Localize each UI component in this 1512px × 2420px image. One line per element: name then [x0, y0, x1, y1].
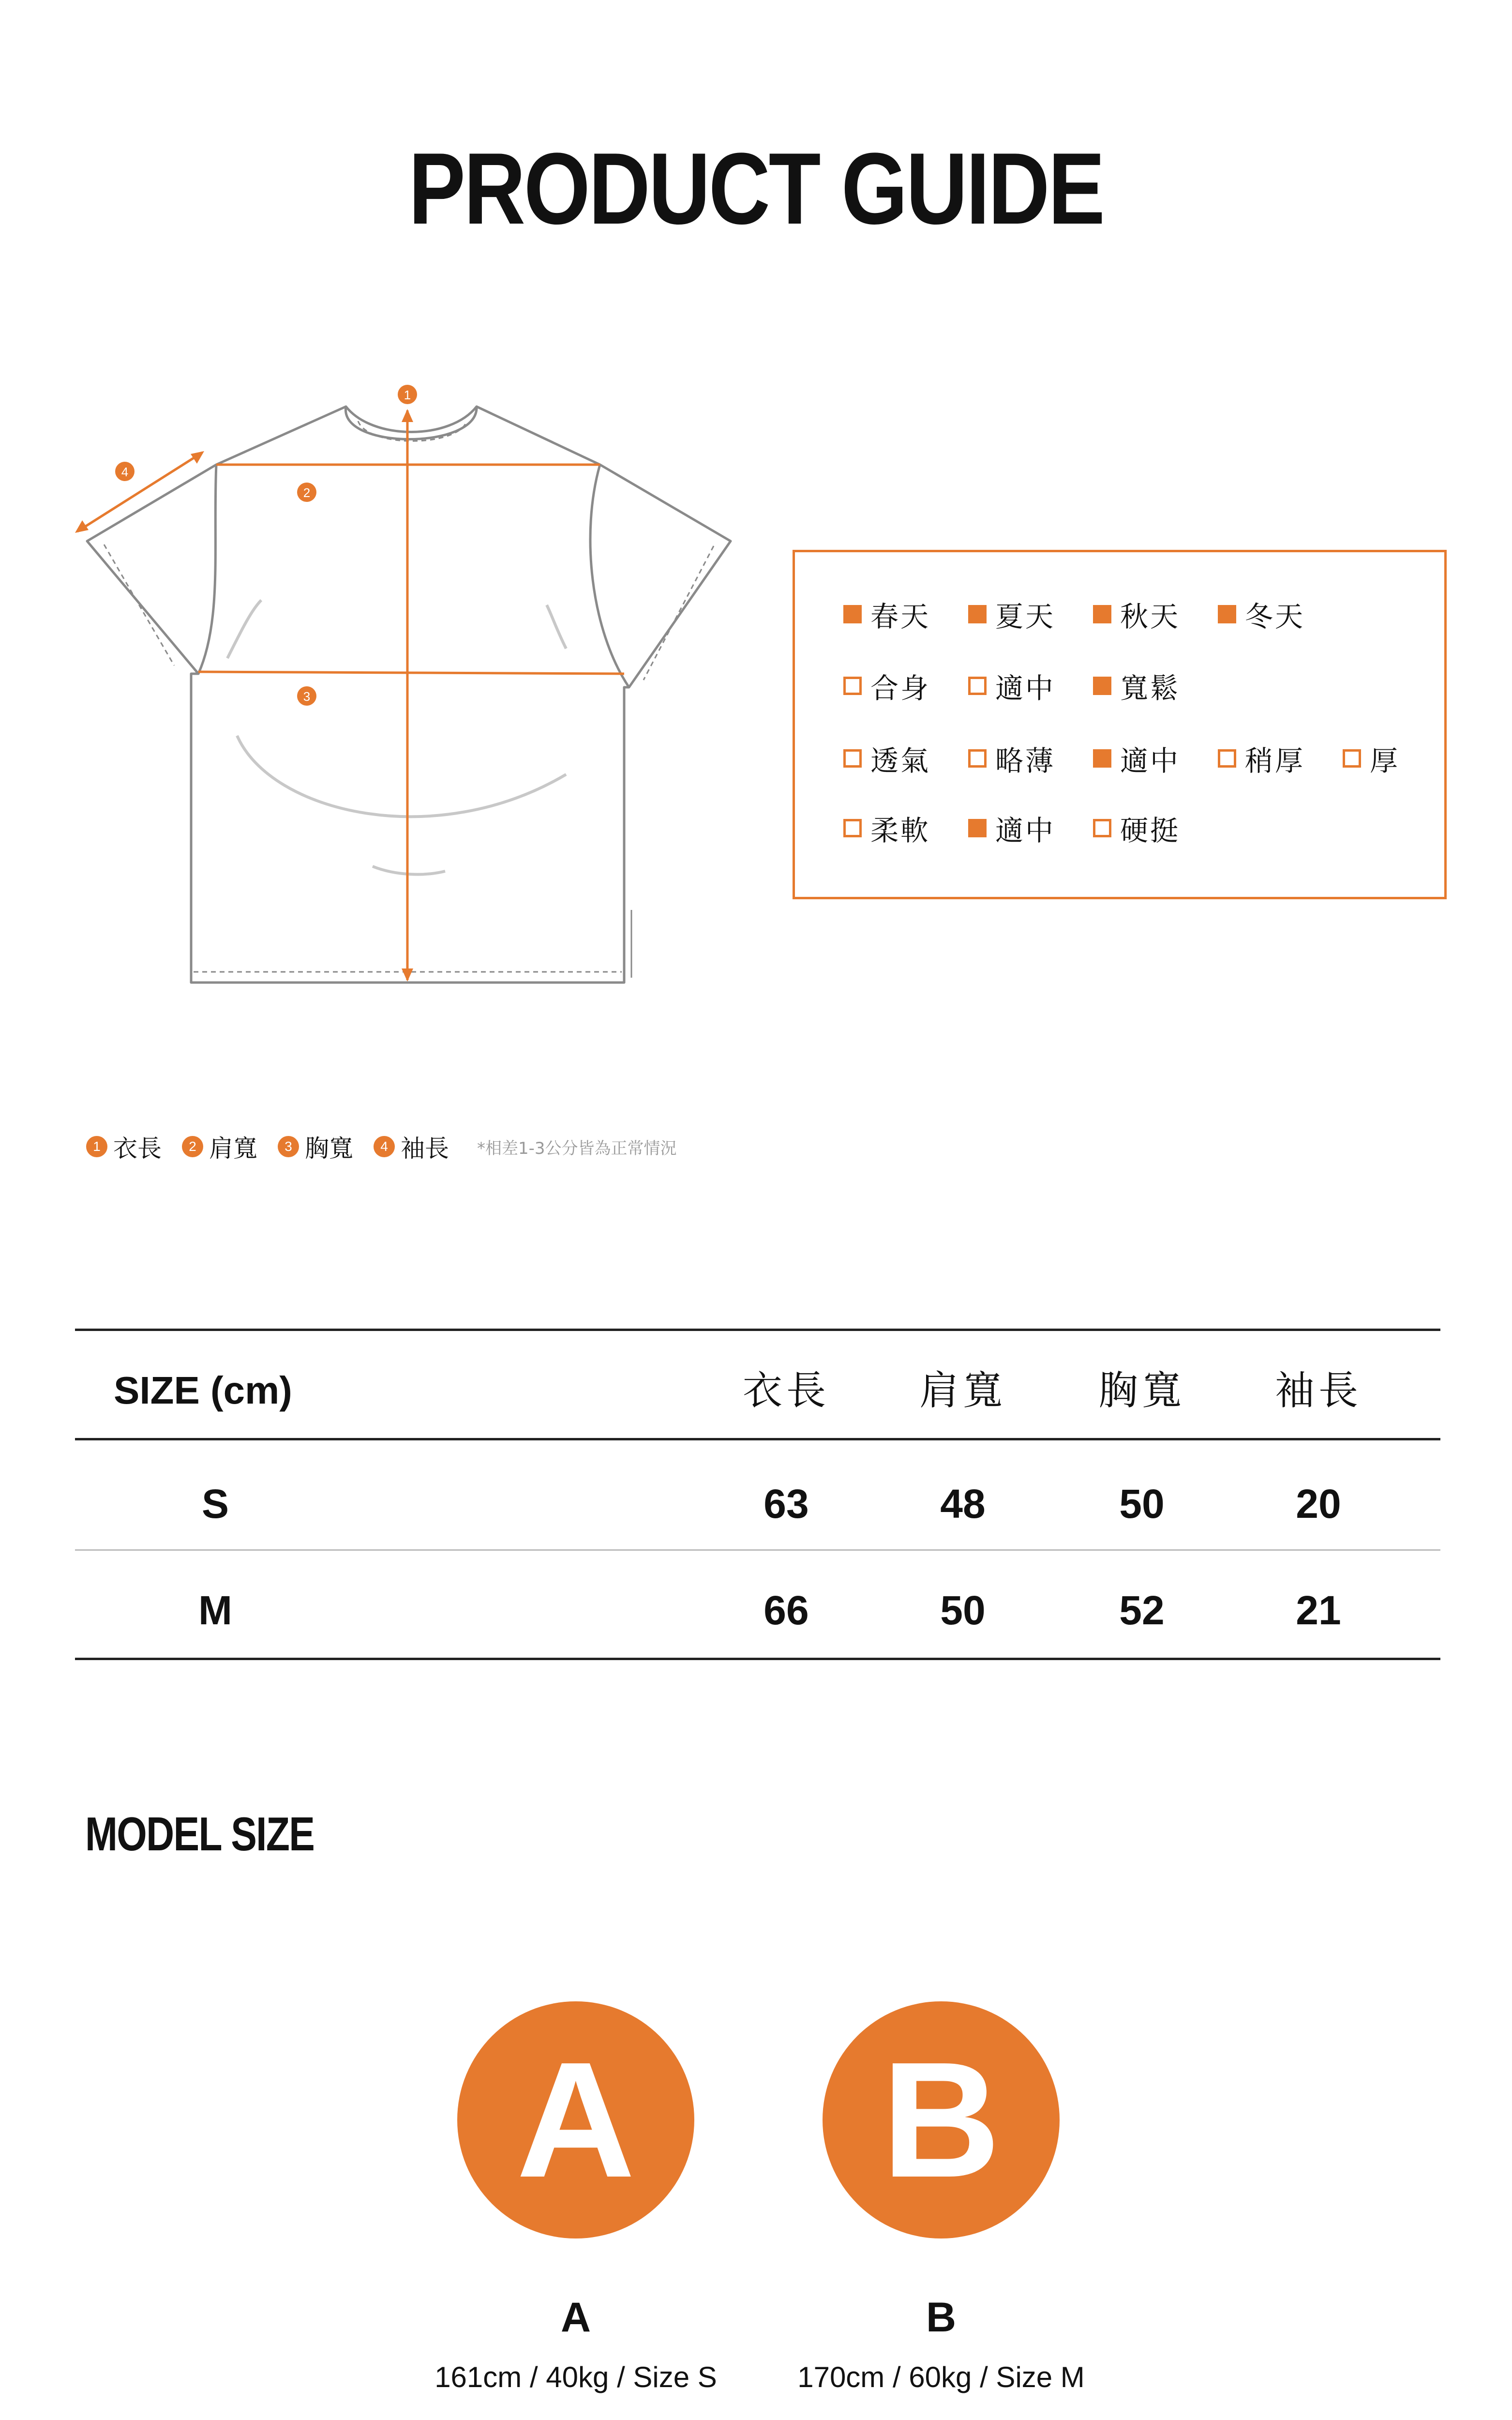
feature-label: 合身	[870, 672, 931, 705]
checkbox-icon	[843, 677, 862, 695]
legend-label: 肩寬	[209, 1134, 257, 1163]
feature-label: 硬挺	[1120, 814, 1181, 847]
legend-label: 胸寬	[305, 1134, 353, 1163]
feature-label: 寬鬆	[1120, 672, 1181, 705]
marker-4: 4	[121, 465, 129, 479]
legend-label: 袖長	[401, 1134, 449, 1163]
feature-item	[1343, 738, 1415, 779]
legend-item	[374, 1129, 449, 1164]
legend-item	[278, 1129, 353, 1164]
feature-label: 略薄	[995, 744, 1056, 777]
model-a-label: A	[560, 2294, 591, 2341]
feature-label: 透氣	[870, 744, 931, 777]
row-shoulder: 48	[940, 1481, 986, 1527]
marker-1: 1	[404, 388, 411, 402]
row-chest: 52	[1119, 1588, 1165, 1633]
table-bottom-rule	[75, 1658, 1440, 1660]
table-header-rule	[75, 1438, 1440, 1440]
feature-item	[968, 666, 1093, 706]
fabric-feature-box	[793, 550, 1447, 899]
model-a-badge: A	[457, 2001, 694, 2238]
table-row-divider	[75, 1549, 1440, 1551]
table-header-shoulder: 肩寬	[919, 1368, 1006, 1414]
feature-label: 春天	[870, 600, 931, 633]
feature-label: 秋天	[1120, 600, 1181, 633]
legend-number: 4	[374, 1136, 395, 1157]
tshirt-outline	[87, 407, 731, 983]
table-header-length: 衣長	[742, 1368, 830, 1414]
checkbox-icon	[1093, 677, 1111, 695]
checkbox-icon	[968, 819, 987, 837]
feature-label: 冬天	[1245, 600, 1305, 633]
feature-item	[968, 808, 1093, 848]
feature-item	[968, 738, 1093, 779]
measurement-lines	[75, 409, 624, 982]
feature-item	[843, 666, 968, 706]
feature-label: 適中	[1120, 744, 1181, 777]
model-a-info: 161cm / 40kg / Size S	[434, 2361, 717, 2393]
table-header-size: SIZE (cm)	[114, 1369, 292, 1412]
legend-number: 1	[86, 1136, 107, 1157]
row-sleeve: 20	[1296, 1481, 1341, 1527]
feature-item	[1093, 666, 1218, 706]
checkbox-icon	[1343, 749, 1361, 768]
checkbox-icon	[843, 749, 862, 768]
tolerance-note: *相差1-3公分皆為正常情況	[477, 1138, 677, 1158]
checkbox-icon	[843, 819, 862, 837]
feature-item	[1218, 738, 1343, 779]
checkbox-icon	[1218, 605, 1236, 623]
feature-label: 適中	[995, 672, 1056, 705]
page-title: PRODUCT GUIDE	[408, 132, 1104, 245]
checkbox-icon	[1093, 819, 1111, 837]
marker-2: 2	[303, 485, 311, 500]
marker-3: 3	[303, 689, 311, 704]
feature-item	[1093, 738, 1218, 779]
model-b-info: 170cm / 60kg / Size M	[797, 2361, 1085, 2393]
feature-row-thickness	[843, 739, 1415, 778]
row-length: 63	[763, 1481, 809, 1527]
feature-label: 柔軟	[870, 814, 931, 847]
feature-label: 稍厚	[1245, 744, 1305, 777]
row-length: 66	[763, 1588, 809, 1633]
checkbox-icon	[968, 605, 987, 623]
tshirt-measurement-diagram	[63, 368, 745, 1007]
feature-row-texture	[843, 809, 1218, 847]
fabric-fold-lines	[227, 600, 566, 875]
checkbox-icon	[1218, 749, 1236, 768]
table-top-rule	[75, 1329, 1440, 1331]
feature-row-season	[843, 595, 1343, 634]
legend-number: 3	[278, 1136, 299, 1157]
feature-item	[1218, 594, 1343, 635]
legend-item	[86, 1129, 162, 1164]
checkbox-icon	[968, 677, 987, 695]
model-size-heading: MODEL SIZE	[85, 1807, 314, 1860]
legend-label: 衣長	[113, 1134, 162, 1163]
feature-label: 厚	[1370, 744, 1400, 777]
feature-item	[843, 594, 968, 635]
feature-item	[968, 594, 1093, 635]
checkbox-icon	[843, 605, 862, 623]
table-header-sleeve: 袖長	[1274, 1368, 1362, 1414]
checkbox-icon	[968, 749, 987, 768]
row-chest: 50	[1119, 1481, 1165, 1527]
row-size: S	[201, 1481, 229, 1527]
feature-label: 適中	[995, 814, 1056, 847]
feature-item	[843, 738, 968, 779]
checkbox-icon	[1093, 605, 1111, 623]
row-shoulder: 50	[940, 1588, 986, 1633]
feature-label: 夏天	[995, 600, 1056, 633]
feature-item	[1093, 808, 1218, 848]
legend-number: 2	[182, 1136, 203, 1157]
row-sleeve: 21	[1296, 1588, 1341, 1633]
feature-item	[1093, 594, 1218, 635]
checkbox-icon	[1093, 749, 1111, 768]
legend-item	[182, 1129, 257, 1164]
feature-item	[843, 808, 968, 848]
measurement-legend	[86, 1130, 677, 1164]
row-size: M	[198, 1588, 232, 1633]
feature-row-fit	[843, 666, 1218, 705]
table-header-chest: 胸寬	[1098, 1368, 1185, 1414]
model-b-label: B	[926, 2294, 957, 2341]
model-b-badge: B	[823, 2001, 1060, 2238]
